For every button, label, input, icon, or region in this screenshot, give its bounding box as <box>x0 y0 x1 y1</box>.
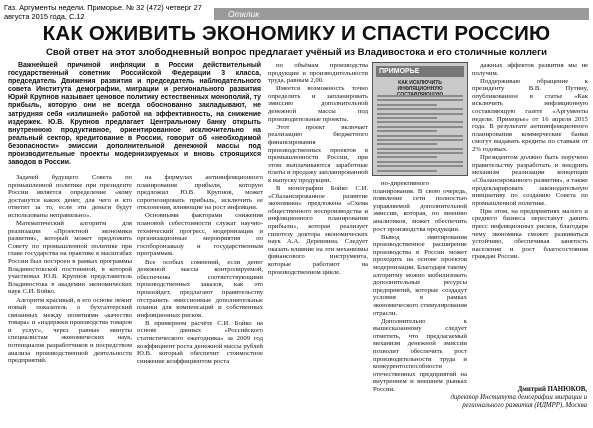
subheadline: Свой ответ на этот злободневный вопрос предлагает учёный из Владивостока и его столичные коллеги <box>45 47 548 58</box>
paragraph: по объёмам производства продукции и производительности труда, равным 2,00. <box>268 62 368 85</box>
paragraph: Поддерживаю обращение к президенту В.В. Путину, опубликованное в статье «Как исключить инфляционную составляющую газете «Аргументы недели. Приморье» от 16 апреля 2015 года. В результате антиинфляционного планирования коммерческие банки смогут выдавать кредиты по ставкам от 2% годовых. <box>472 77 588 154</box>
paragraph: Основными факторами снижения плановой себестоимости служат научно-технический прогресс, модернизация и организационные мероприятия по гособоронзаказу и государственным программам. <box>137 212 263 258</box>
publication-source: Газ. Аргументы недели. Приморье. № 32 (472) четверг 27 августа 2015 года, С.12 <box>4 3 202 21</box>
lead-paragraph: Важнейшей причиной инфляции в России действительный государственный советник Российской Федерации 3 класса, председатель Движения развития и председатель наблюдательного совета Института демографии, миграции и регионального развития Юрий Крупнов называет ценовое политику естественных монополий, ту прибыль, которую они не всегда обоснованно закладывают, не затрудняя себя «излишней» работой на эффективность, на снижение издержек. Ю.В. Крупнов предлагает Центральному банку открыть внутреннюю продуктивное, ориентированное исключительно на реальный сектор, кредитование в России, говорит об «необходимой безопасности» эмиссии дополнительной денежной массы под производительные проекты модернизируемых и вновь строящихся заводов в России. <box>8 62 261 167</box>
paragraph: При этом, на предприятиях малого и среднего бизнеса перестанут давить пресс инфляционных рисков, благодаря чему экономика сможет развиваться устойчиво, обеспечивая занятость населения и рост благосостояния граждан России. <box>472 207 588 261</box>
newspaper-clipping-image <box>372 62 468 176</box>
clipping-masthead: ПРИМОРЬЕ <box>376 66 464 77</box>
clipping-title: КАК ИСКЛЮЧИТЬ ИНФЛЯЦИОННУЮ <box>397 80 443 92</box>
paragraph: Президентом должно быть поручено правительству разработать и внедрить механизм реализации концепции «Сбалансированного развития», а также продекларировать законодательную инициативу по созданию Совета по промышленной политике. <box>472 154 588 207</box>
author-name: Дмитрий ПАНЮКОВ, <box>517 386 587 393</box>
clipping-text-lines <box>377 95 463 174</box>
paragraph: Этот проект включает реализацию бюджетного финансирования производственных проектов в промышленности России, при этом выплачиваются заработные платы и продажу запланированной к выпуску продукции. <box>268 123 368 184</box>
paragraph: дажных эффектов развития мы не получим. <box>472 62 588 77</box>
column-3 <box>268 62 368 277</box>
author-role: директор Института демографии миграции и регионального развития (ИДМРР), Москва <box>450 394 587 409</box>
column-5 <box>472 62 588 261</box>
rubric-bar <box>214 8 589 20</box>
column-4 <box>373 180 467 394</box>
paragraph: В монографии Бойко С.И. «Сбалансированное развитие экономики» предложена «Схема общественного воспроизводства и инфляционного планирования прибыли», которая реализует гипотезу доктора экономических наук А.А. Деревнина. Следует оказать влияние на эти механизмы финансового инструмента, которые работают на производственном цикле. <box>268 185 368 276</box>
paragraph: но-директивного планирования. В свою очередь, появление сети полностью управляемой дополнительной эмиссии, которая, по мнению аналитиков, может обеспечить рост производства продукции. <box>373 180 467 233</box>
paragraph: Математический алгоритм для реализации «Проектной экономики развития», который может предложить Совету по промышленной политике при главе государства на практике в масштабах России был построен в рамках программы Владивостокской постоянной, в которой участвовал Ю.В. Крупнов представитель Владивостока в академии экономических наук С.И. Бойко. <box>8 220 132 296</box>
rubric-label: Отклик <box>228 9 260 19</box>
paragraph: Дополнительно к вышесказанному следует отметить, что предлагаемый механизм денежной эмиссии позволит обеспечить рост производительности труда и конкурентоспособности отечественных предприятий на внутреннем и внешнем рынках России. <box>373 317 467 394</box>
column-2 <box>137 174 263 366</box>
column-1 <box>8 174 132 365</box>
paragraph: Вывод эмитирования производственное расширение производства в России может проходить на основе проектов модернизации. Благодаря такому алгоритму можно мобилизовать дополнительные ресурсы предприятий, которые создадут условия в рамках экономического стимулирования отрасли. <box>373 233 467 317</box>
paragraph: В примерном расчёте С.И. Бойко на основе данных «Российского статистического ежегодника» за 2009 год коэффициент роста денежной массы рублей Ю.В. который обеспечит стоимостное снижение коэффициентом роста <box>137 319 263 365</box>
paragraph: Все особых сомнений, если денег денежной массы контролируемой, обеспечены соответствующими производственных заказов, как это произойдет, предлагают правительству отстранить эмиссионные дополнительные планки для компенсаций и собственных инфляционных рисков. <box>137 258 263 319</box>
paragraph: Алгоритм красивый, в его основе лежит новый показатель о бухгалтерский связанных между понятиями «качество товара» и «издержки производства товаров и услуг», через равные минуты специалистам экономических наук, потенциалов разработчиков и посредством анализа производственной деятельности предприятий. <box>8 296 132 365</box>
headline: КАК ОЖИВИТЬ ЭКОНОМИКУ И СПАСТИ РОССИЮ <box>42 22 551 45</box>
paragraph: на формулах антиинфляционного планирования прибыли, которую предложил Ю.В. Крупнов, может спрогнозировать прибыль, исключить ее отклонения, влияющие на рост инфляции. <box>137 174 263 212</box>
paragraph: Задачей будущего Совета по промышленной политике при президенте России является определение «кому достанутся каких денег, для чего и кто ответит за то, если эти деньги будут использованы неправильно». <box>8 174 132 219</box>
paragraph: Имеется возможность точно определить и запланировать эмиссию дополнительной денежной массы под производительные проекты. <box>268 85 368 123</box>
author-signature <box>417 386 587 410</box>
